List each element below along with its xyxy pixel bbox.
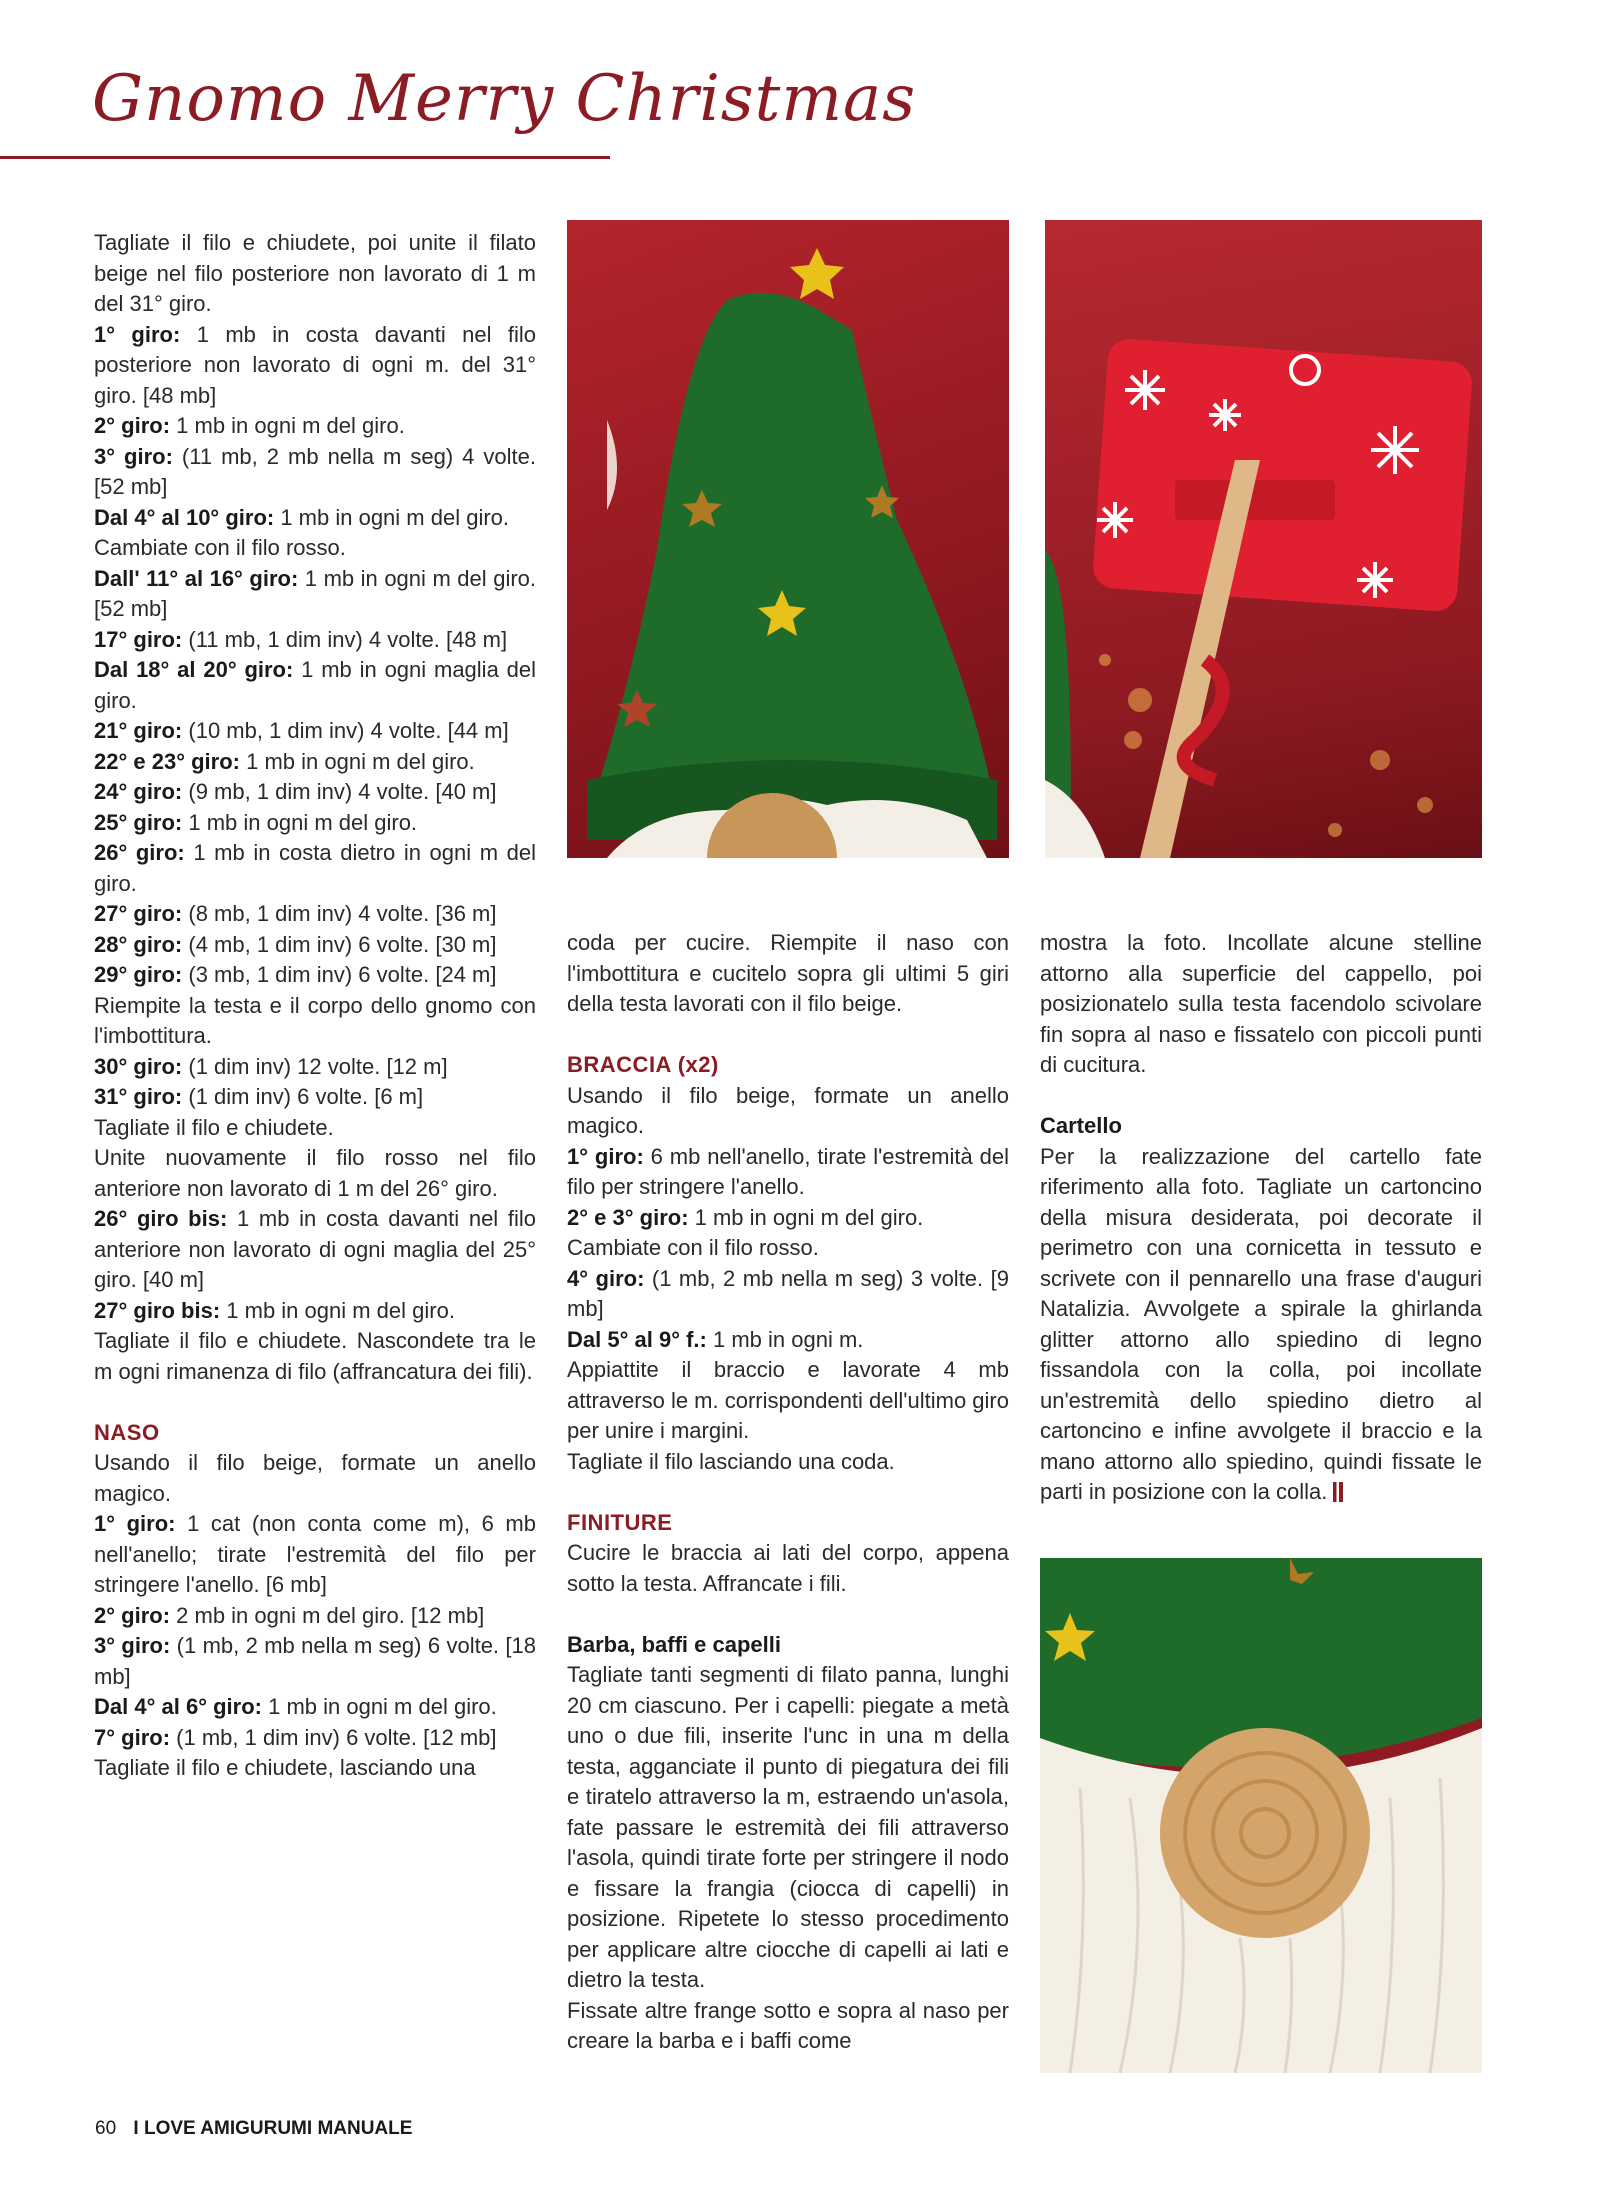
section-heading bbox=[567, 1050, 1009, 1081]
pattern-step bbox=[567, 1264, 1009, 1325]
pattern-step bbox=[94, 808, 536, 839]
subsection-heading bbox=[567, 1630, 1009, 1661]
step-label: 7° giro: bbox=[94, 1724, 171, 1750]
step-text: Appiattite il braccio e lavorate 4 mb attraverso le m. corrispondenti dell'ultimo giro per unire i margini. bbox=[567, 1357, 1009, 1443]
subsection-heading bbox=[1040, 1111, 1482, 1142]
step-label: 3° giro: bbox=[94, 1633, 171, 1658]
photo-gnome-hat bbox=[567, 220, 1009, 858]
step-text: (1 mb, 1 dim inv) 6 volte. [12 mb] bbox=[170, 1724, 497, 1750]
step-text: (1 dim inv) 6 volte. [6 m] bbox=[182, 1084, 424, 1109]
step-text: 1 mb in ogni m del giro. bbox=[170, 413, 405, 438]
step-text: Per la realizzazione del cartello fate riferimento alla foto. Tagliate un cartoncino della misura desiderata, poi decorate il perimetro con una cornicetta in tessuto e scrivete con il pennarello una frase d'auguri Natalizia. Avvolgete a spirale la ghirlanda glitter attorno allo spiedino di legno fissandola con la colla, poi incollate un'estremità dello spiedino dietro al cartoncino e infine avvolgete il braccio e la mano attorno allo spiedino, quindi fissate le parti in posizione con la colla. bbox=[1040, 1143, 1482, 1504]
step-text: 1 mb in ogni m del giro. bbox=[182, 809, 418, 835]
step-text: 1 mb in ogni m del giro. [52 mb] bbox=[94, 565, 536, 621]
pattern-step bbox=[94, 1509, 536, 1601]
pattern-step bbox=[94, 411, 536, 442]
step-text: Tagliate tanti segmenti di filato panna, lunghi 20 cm ciascuno. Per i capelli: piegate a metà uno o due fili, inserite l'unc in una m della testa, agganciate il punto di piegatura dei fili e tiratelo attraverso la m, estraendo un'asola, fate passare le estremità dei fili attraverso l'asola, quindi tirate forte per stringere il nodo e fissare la frangia (ciocca di capelli) in posizione. Ripetete lo stesso procedimento per applicare altre ciocche di capelli ai lati e dietro la testa. bbox=[567, 1662, 1009, 1992]
photo-christmas-sign bbox=[1045, 220, 1482, 858]
step-text: Tagliate il filo e chiudete, lasciando una bbox=[94, 1755, 476, 1780]
text-column-3 bbox=[1040, 928, 1482, 1508]
step-label: 27° giro bis: bbox=[94, 1297, 221, 1323]
step-text: (8 mb, 1 dim inv) 4 volte. [36 m] bbox=[182, 901, 497, 926]
step-label: 29° giro: bbox=[94, 962, 183, 987]
text-column-2 bbox=[567, 928, 1009, 2057]
step-label: 27° giro: bbox=[94, 901, 183, 926]
section-heading-text: NASO bbox=[94, 1419, 160, 1445]
instruction-paragraph bbox=[567, 928, 1009, 1020]
instruction-paragraph bbox=[567, 1996, 1009, 2057]
section-heading-text: BRACCIA (x2) bbox=[567, 1052, 719, 1077]
step-text: Cambiate con il filo rosso. bbox=[94, 535, 346, 560]
paragraph-spacer bbox=[567, 1599, 1009, 1630]
step-text: 1 mb in ogni m. bbox=[706, 1326, 864, 1352]
instruction-paragraph bbox=[94, 991, 536, 1052]
step-text: (9 mb, 1 dim inv) 4 volte. [40 m] bbox=[182, 779, 497, 804]
pattern-step bbox=[94, 838, 536, 899]
step-label: 4° giro: bbox=[567, 1265, 645, 1291]
step-label: 3° giro: bbox=[94, 443, 173, 469]
pattern-step bbox=[94, 1601, 536, 1632]
instruction-paragraph bbox=[94, 1753, 536, 1784]
pattern-step bbox=[94, 1052, 536, 1083]
subsection-heading-text: Barba, baffi e capelli bbox=[567, 1631, 781, 1657]
step-label: 25° giro: bbox=[94, 809, 183, 835]
step-text: 1 mb in costa davanti nel filo posteriore non lavorato di ogni m. del 31° giro. [48 mb] bbox=[94, 321, 536, 408]
step-label: 21° giro: bbox=[94, 718, 183, 743]
instruction-paragraph bbox=[567, 1081, 1009, 1142]
step-text: 1 mb in ogni m del giro. bbox=[261, 1694, 497, 1719]
instruction-paragraph bbox=[94, 1326, 536, 1387]
instruction-paragraph bbox=[1040, 928, 1482, 1081]
step-text: 1 mb in ogni m del giro. bbox=[688, 1204, 924, 1230]
step-text: 1 mb in costa dietro in ogni m del giro. bbox=[94, 840, 537, 896]
paragraph-spacer bbox=[567, 1020, 1009, 1051]
magazine-name: I LOVE AMIGURUMI MANUALE bbox=[133, 2118, 413, 2139]
step-label: 2° giro: bbox=[94, 413, 171, 438]
step-label: 22° e 23° giro: bbox=[94, 748, 240, 774]
step-text: Tagliate il filo lasciando una coda. bbox=[567, 1448, 895, 1474]
page-title: Gnomo Merry Christmas bbox=[92, 62, 917, 136]
title-rule bbox=[0, 156, 610, 159]
instruction-paragraph bbox=[567, 1447, 1009, 1478]
step-label: 1° giro: bbox=[567, 1143, 644, 1169]
step-text: Usando il filo beige, formate un anello magico. bbox=[567, 1082, 1009, 1138]
section-heading bbox=[94, 1418, 536, 1449]
instruction-paragraph bbox=[94, 1448, 536, 1509]
pattern-step bbox=[94, 320, 536, 412]
step-label: 2° e 3° giro: bbox=[567, 1204, 689, 1230]
page-number: 60 bbox=[95, 2118, 117, 2139]
step-label: 30° giro: bbox=[94, 1053, 183, 1079]
end-of-article-icon bbox=[1333, 1482, 1343, 1502]
step-label: Dall' 11° al 16° giro: bbox=[94, 565, 299, 591]
step-label: 24° giro: bbox=[94, 779, 183, 804]
step-text: Riempite la testa e il corpo dello gnomo con l'imbottitura. bbox=[94, 992, 536, 1048]
step-text: (1 dim inv) 12 volte. [12 m] bbox=[182, 1053, 448, 1079]
instruction-paragraph bbox=[94, 228, 536, 320]
photo-gnome-face bbox=[1040, 1558, 1482, 2073]
pattern-step bbox=[94, 1296, 536, 1327]
section-heading-text: FINITURE bbox=[567, 1509, 673, 1535]
step-text: Tagliate il filo e chiudete. Nascondete tra le m ogni rimanenza di filo (affrancatura dei fili). bbox=[94, 1328, 536, 1384]
step-text: 6 mb nell'anello, tirate l'estremità del filo per stringere l'anello. bbox=[567, 1143, 1009, 1199]
step-text: 1 mb in ogni m del giro. bbox=[240, 748, 475, 774]
text-column-1 bbox=[94, 228, 536, 1784]
instruction-paragraph bbox=[567, 1355, 1009, 1447]
instruction-paragraph bbox=[94, 533, 536, 564]
step-text: Tagliate il filo e chiudete, poi unite il filato beige nel filo posteriore non lavorato di 1 m del 31° giro. bbox=[94, 230, 536, 316]
step-label: 26° giro: bbox=[94, 840, 185, 865]
step-text: (10 mb, 1 dim inv) 4 volte. [44 m] bbox=[182, 718, 509, 743]
pattern-step bbox=[94, 625, 536, 656]
page-footer bbox=[95, 2118, 412, 2140]
step-label: 1° giro: bbox=[94, 1511, 176, 1536]
step-text: (4 mb, 1 dim inv) 6 volte. [30 m] bbox=[182, 931, 497, 957]
step-text: Cambiate con il filo rosso. bbox=[567, 1235, 819, 1260]
pattern-step bbox=[94, 1631, 536, 1692]
instruction-paragraph bbox=[94, 1113, 536, 1144]
step-label: Dal 5° al 9° f.: bbox=[567, 1326, 707, 1352]
step-label: Dal 18° al 20° giro: bbox=[94, 657, 294, 682]
pattern-step bbox=[94, 1204, 536, 1296]
pattern-step bbox=[94, 1692, 536, 1723]
instruction-paragraph bbox=[1040, 1142, 1482, 1508]
step-text: 1 mb in ogni maglia del giro. bbox=[94, 657, 536, 713]
step-label: 26° giro bis: bbox=[94, 1206, 228, 1231]
pattern-step bbox=[567, 1142, 1009, 1203]
step-text: coda per cucire. Riempite il naso con l'imbottitura e cucitelo sopra gli ultimi 5 giri della testa lavorati con il filo beige. bbox=[567, 930, 1009, 1016]
step-text: (11 mb, 1 dim inv) 4 volte. [48 m] bbox=[182, 626, 508, 652]
step-label: 1° giro: bbox=[94, 321, 181, 347]
instruction-paragraph bbox=[567, 1233, 1009, 1264]
step-text: 2 mb in ogni m del giro. [12 mb] bbox=[170, 1602, 485, 1628]
step-text: mostra la foto. Incollate alcune stelline attorno alla superficie del cappello, poi posizionatelo sulla testa facendolo scivolare fin sopra al naso e fissatelo con piccoli punti di cucitura. bbox=[1040, 930, 1482, 1077]
step-text: Tagliate il filo e chiudete. bbox=[94, 1114, 334, 1140]
pattern-step bbox=[94, 503, 536, 534]
step-text: 1 cat (non conta come m), 6 mb nell'anello; tirate l'estremità del filo per stringere l'anello. [6 mb] bbox=[94, 1511, 536, 1597]
pattern-step bbox=[567, 1325, 1009, 1356]
step-label: Dal 4° al 6° giro: bbox=[94, 1694, 262, 1719]
pattern-step bbox=[94, 442, 536, 503]
step-text: Unite nuovamente il filo rosso nel filo anteriore non lavorato di 1 m del 26° giro. bbox=[94, 1145, 536, 1201]
step-text: (1 mb, 2 mb nella m seg) 6 volte. [18 mb] bbox=[94, 1633, 536, 1689]
step-text: (1 mb, 2 mb nella m seg) 3 volte. [9 mb] bbox=[567, 1265, 1009, 1321]
step-label: 31° giro: bbox=[94, 1084, 183, 1109]
instruction-paragraph bbox=[567, 1660, 1009, 1996]
step-text: (11 mb, 2 mb nella m seg) 4 volte. [52 mb] bbox=[94, 443, 536, 499]
pattern-step bbox=[94, 777, 536, 808]
section-heading bbox=[567, 1508, 1009, 1539]
step-text: Usando il filo beige, formate un anello magico. bbox=[94, 1450, 536, 1506]
pattern-step bbox=[94, 716, 536, 747]
step-text: Cucire le braccia ai lati del corpo, appena sotto la testa. Affrancate i fili. bbox=[567, 1540, 1009, 1596]
paragraph-spacer bbox=[94, 1387, 536, 1418]
pattern-step bbox=[94, 960, 536, 991]
step-label: 17° giro: bbox=[94, 626, 183, 652]
pattern-step bbox=[567, 1203, 1009, 1234]
step-text: Fissate altre frange sotto e sopra al naso per creare la barba e i baffi come bbox=[567, 1997, 1009, 2053]
step-text: (3 mb, 1 dim inv) 6 volte. [24 m] bbox=[182, 962, 497, 987]
pattern-step bbox=[94, 655, 536, 716]
paragraph-spacer bbox=[567, 1477, 1009, 1508]
step-text: 1 mb in ogni m del giro. bbox=[220, 1297, 455, 1323]
pattern-step bbox=[94, 564, 536, 625]
step-text: 1 mb in costa davanti nel filo anteriore non lavorato di ogni maglia del 25° giro. [40 m] bbox=[94, 1206, 536, 1292]
step-label: Dal 4° al 10° giro: bbox=[94, 504, 275, 530]
step-label: 2° giro: bbox=[94, 1602, 171, 1628]
step-text: 1 mb in ogni m del giro. bbox=[274, 504, 509, 530]
pattern-step bbox=[94, 899, 536, 930]
instruction-paragraph bbox=[94, 1143, 536, 1204]
step-label: 28° giro: bbox=[94, 931, 183, 957]
pattern-step bbox=[94, 1723, 536, 1754]
subsection-heading-text: Cartello bbox=[1040, 1113, 1122, 1138]
pattern-step bbox=[94, 930, 536, 961]
pattern-step bbox=[94, 1082, 536, 1113]
paragraph-spacer bbox=[1040, 1081, 1482, 1112]
instruction-paragraph bbox=[567, 1538, 1009, 1599]
pattern-step bbox=[94, 747, 536, 778]
